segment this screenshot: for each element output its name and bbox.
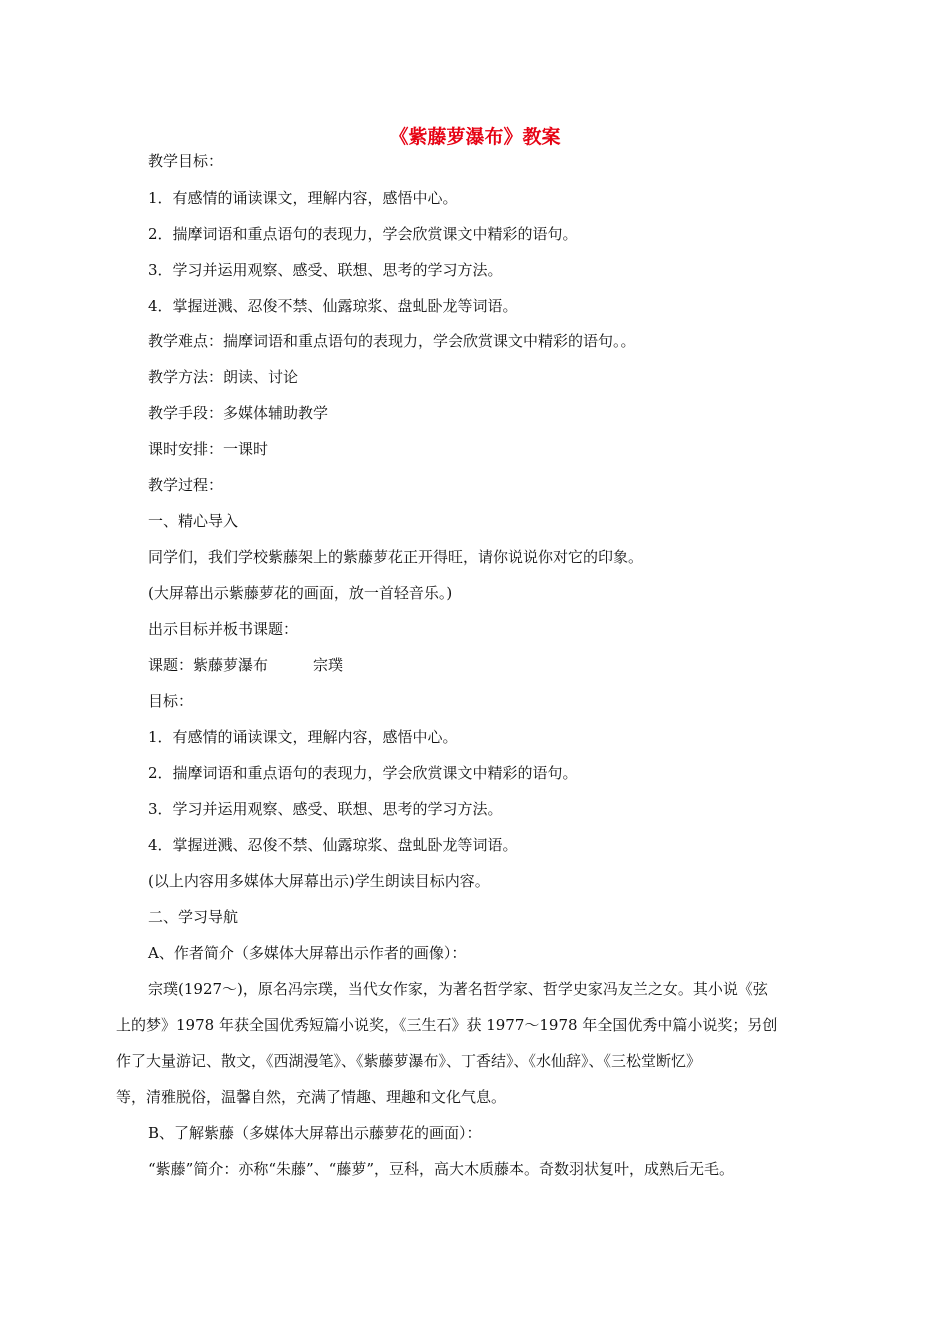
section-heading: 二、学习导航: [148, 908, 239, 926]
text-line: 等，清雅脱俗，温馨自然，充满了情趣、理趣和文化气息。: [116, 1088, 507, 1106]
text-line: 1．有感情的诵读课文，理解内容，感悟中心。: [148, 728, 458, 746]
text-line: B、了解紫藤（多媒体大屏幕出示藤萝花的画面）：: [148, 1124, 482, 1142]
text-line: 2．揣摩词语和重点语句的表现力，学会欣赏课文中精彩的语句。: [148, 764, 578, 782]
text-line: 教学目标：: [148, 152, 224, 170]
text-line: 3．学习并运用观察、感受、联想、思考的学习方法。: [148, 800, 503, 818]
document-title: 《紫藤萝瀑布》教案: [389, 126, 561, 148]
text-line: 4．掌握迸溅、忍俊不禁、仙露琼浆、盘虬卧龙等词语。: [148, 836, 518, 854]
text-line: A、作者简介（多媒体大屏幕出示作者的画像）：: [148, 944, 467, 962]
text-line: 1．有感情的诵读课文，理解内容，感悟中心。: [148, 189, 458, 207]
text-line: 出示目标并板书课题：: [148, 620, 299, 638]
text-line: (大屏幕出示紫藤萝花的画面，放一首轻音乐。): [148, 584, 453, 602]
text-line: 上的梦》1978 年获全国优秀短篇小说奖，《三生石》获 1977～1978 年全国优秀中篇小说奖；另创: [116, 1016, 778, 1034]
text-line: 课时安排：一课时: [148, 440, 269, 458]
text-line: 教学方法：朗读、讨论: [148, 368, 299, 386]
text-line: 教学过程：: [148, 476, 224, 494]
section-heading: 一、精心导入: [148, 512, 239, 530]
text-line: 目标：: [148, 692, 194, 710]
text-line: (以上内容用多媒体大屏幕出示)学生朗读目标内容。: [148, 872, 490, 890]
text-line: 课题：紫藤萝瀑布 宗璞: [148, 656, 344, 674]
text-line: 2．揣摩词语和重点语句的表现力，学会欣赏课文中精彩的语句。: [148, 225, 578, 243]
text-line: 3．学习并运用观察、感受、联想、思考的学习方法。: [148, 261, 503, 279]
text-line: 宗璞(1927～)，原名冯宗璞，当代女作家，为著名哲学家、哲学史家冯友兰之女。其小说《弦: [148, 980, 768, 998]
text-line: 作了大量游记、散文，《西湖漫笔》、《紫藤萝瀑布》、丁香结》、《水仙辞》、《三松堂断忆》: [116, 1052, 702, 1070]
text-line: 同学们，我们学校紫藤架上的紫藤萝花正开得旺，请你说说你对它的印象。: [148, 548, 644, 566]
text-line: 教学手段：多媒体辅助教学: [148, 404, 329, 422]
text-line: “紫藤”简介：亦称“朱藤”、“藤萝”，豆科，高大木质藤本。奇数羽状复叶，成熟后无毛。: [148, 1160, 735, 1178]
text-line: 4．掌握迸溅、忍俊不禁、仙露琼浆、盘虬卧龙等词语。: [148, 297, 518, 315]
text-line: 教学难点：揣摩词语和重点语句的表现力，学会欣赏课文中精彩的语句。。: [148, 332, 636, 350]
